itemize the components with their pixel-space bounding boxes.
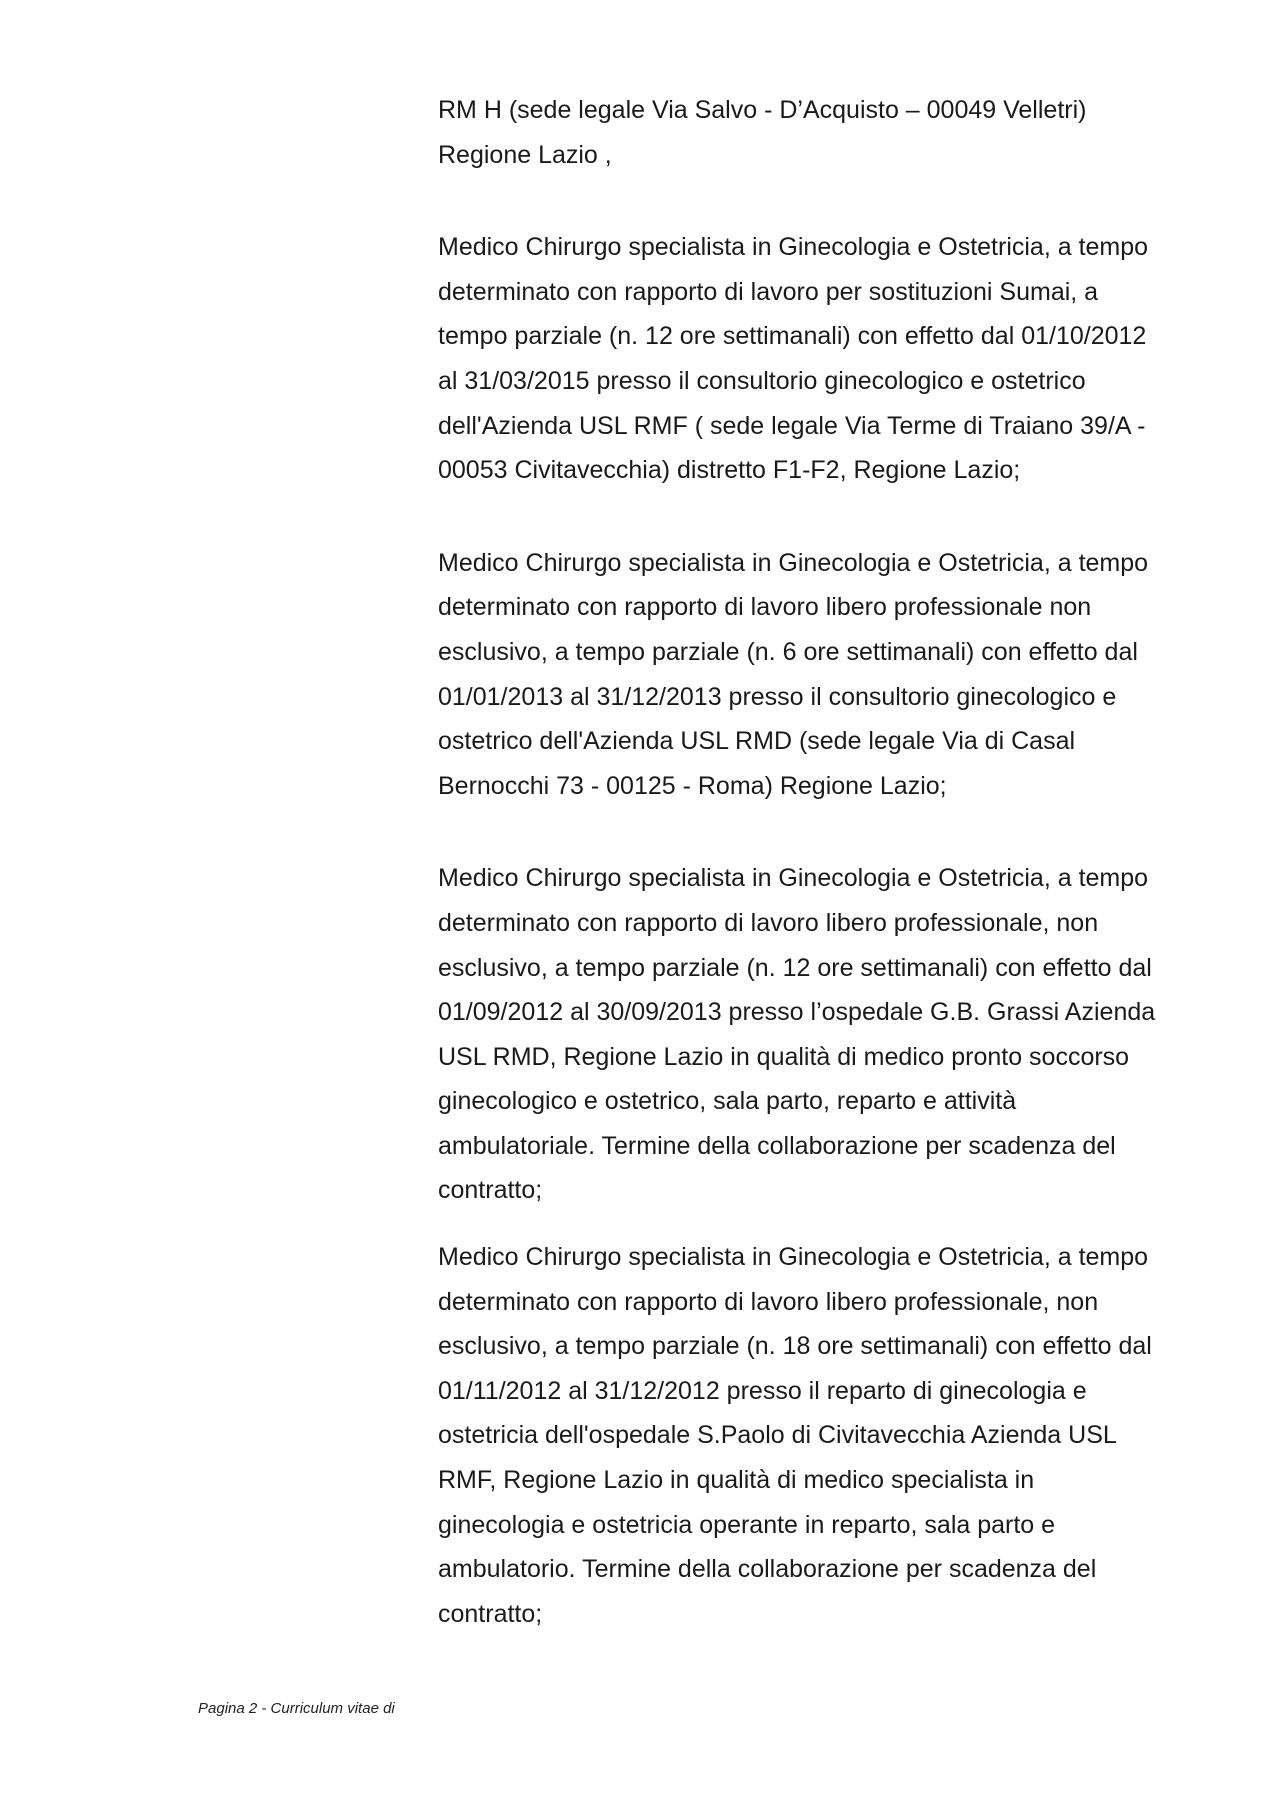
- text-line: RMF, Regione Lazio in qualità di medico specialista in: [438, 1466, 1035, 1495]
- text-line: determinato con rapporto di lavoro libero professionale, non: [438, 908, 1099, 937]
- text-line: 01/11/2012 al 31/12/2012 presso il reparto di ginecologia e: [438, 1376, 1087, 1405]
- text-line: Medico Chirurgo specialista in Ginecologia e Ostetricia, a tempo: [438, 864, 1149, 893]
- paragraph-experience-1: [438, 225, 1198, 493]
- paragraph-experience-4: [438, 1235, 1198, 1636]
- text-line: USL RMD, Regione Lazio in qualità di medico pronto soccorso: [438, 1042, 1130, 1071]
- text-line: Medico Chirurgo specialista in Ginecologia e Ostetricia, a tempo: [438, 548, 1149, 577]
- text-line: Medico Chirurgo specialista in Ginecologia e Ostetricia, a tempo: [438, 1243, 1149, 1272]
- text-line: determinato con rapporto di lavoro per sostituzioni Sumai, a: [438, 277, 1099, 306]
- text-line: Medico Chirurgo specialista in Ginecologia e Ostetricia, a tempo: [438, 233, 1149, 262]
- text-line: Bernocchi 73 - 00125 - Roma) Regione Lazio;: [438, 771, 947, 800]
- text-line: ginecologia e ostetricia operante in reparto, sala parto e: [438, 1510, 1056, 1539]
- text-line: determinato con rapporto di lavoro libero professionale, non: [438, 1287, 1099, 1316]
- text-line: contratto;: [438, 1599, 543, 1628]
- text-line: 01/01/2013 al 31/12/2013 presso il consultorio ginecologico e: [438, 682, 1117, 711]
- text-line: ostetricia dell'ospedale S.Paolo di Civitavecchia Azienda USL: [438, 1421, 1117, 1450]
- text-line: ostetrico dell'Azienda USL RMD (sede legale Via di Casal: [438, 727, 1076, 756]
- page-footer: Pagina 2 - Curriculum vitae di: [198, 1700, 395, 1717]
- text-line: esclusivo, a tempo parziale (n. 18 ore settimanali) con effetto dal: [438, 1332, 1152, 1361]
- paragraph-experience-3: [438, 856, 1198, 1213]
- text-line: determinato con rapporto di lavoro libero professionale non: [438, 593, 1092, 622]
- text-line: 00053 Civitavecchia) distretto F1-F2, Regione Lazio;: [438, 456, 1021, 485]
- document-body: [438, 88, 1198, 1636]
- text-line: ambulatorio. Termine della collaborazione per scadenza del: [438, 1555, 1097, 1584]
- text-line: al 31/03/2015 presso il consultorio ginecologico e ostetrico: [438, 366, 1086, 395]
- text-line: esclusivo, a tempo parziale (n. 6 ore settimanali) con effetto dal: [438, 637, 1138, 666]
- text-line: tempo parziale (n. 12 ore settimanali) con effetto dal 01/10/2012: [438, 322, 1147, 351]
- text-line: 01/09/2012 al 30/09/2013 presso l’ospedale G.B. Grassi Azienda: [438, 998, 1156, 1027]
- text-line: esclusivo, a tempo parziale (n. 12 ore settimanali) con effetto dal: [438, 953, 1152, 982]
- text-line: contratto;: [438, 1176, 543, 1205]
- text-line: dell'Azienda USL RMF ( sede legale Via Terme di Traiano 39/A -: [438, 411, 1146, 440]
- text-line: ginecologico e ostetrico, sala parto, reparto e attività: [438, 1087, 1017, 1116]
- text-line: ambulatoriale. Termine della collaborazione per scadenza del: [438, 1131, 1116, 1160]
- paragraph-experience-2: [438, 541, 1198, 809]
- text-line: Regione Lazio ,: [438, 140, 612, 169]
- paragraph-address: [438, 88, 1198, 177]
- text-line: RM H (sede legale Via Salvo - D’Acquisto – 00049 Velletri): [438, 96, 1087, 124]
